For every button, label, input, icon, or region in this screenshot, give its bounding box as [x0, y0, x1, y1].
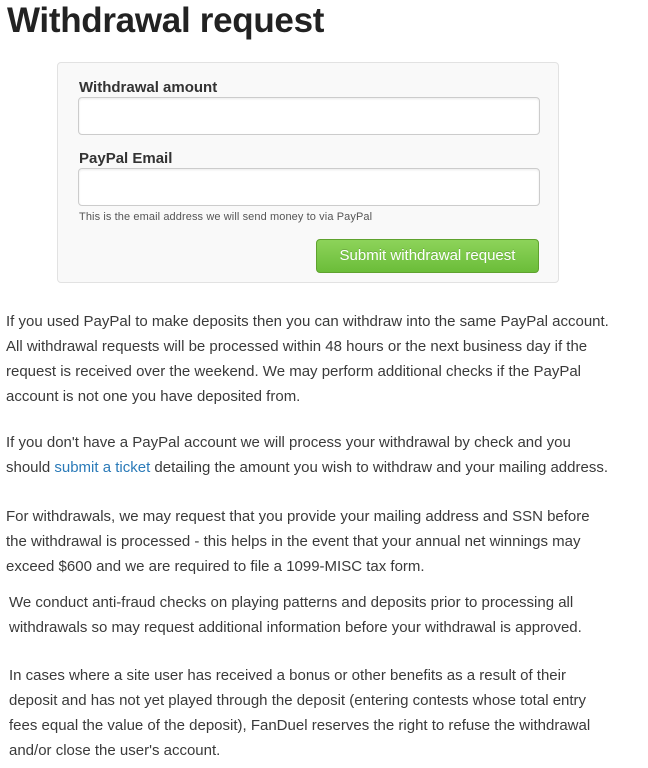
text-line: All withdrawal requests will be processed within 48 hours or the next business day if the: [6, 338, 588, 355]
withdrawal-amount-input[interactable]: [78, 97, 540, 135]
text-line: If you don't have a PayPal account we will process your withdrawal by check and you: [6, 434, 571, 451]
submit-ticket-link[interactable]: submit a ticket: [54, 459, 151, 476]
text-line: withdrawals so may request additional information before your withdrawal is approved.: [9, 619, 582, 636]
paypal-withdrawal-info: [6, 309, 646, 409]
check-withdrawal-info: [6, 430, 646, 480]
paypal-email-label: PayPal Email: [79, 150, 173, 167]
withdrawal-amount-label: Withdrawal amount: [79, 79, 218, 96]
text-line: For withdrawals, we may request that you provide your mailing address and SSN before: [6, 508, 590, 525]
text-line: In cases where a site user has received a bonus or other benefits as a result of their: [9, 667, 566, 684]
withdrawal-form: [57, 62, 559, 283]
text-line: We conduct anti-fraud checks on playing patterns and deposits prior to processing all: [9, 594, 574, 611]
text-line: fees equal the value of the deposit), FanDuel reserves the right to refuse the withdrawal: [9, 717, 591, 734]
anti-fraud-info: [9, 590, 639, 640]
text-line: deposit and has not yet played through the deposit (entering contests whose total entry: [9, 692, 587, 709]
text-line: account is not one you have deposited from.: [6, 388, 301, 405]
text-line: and/or close the user's account.: [9, 742, 221, 759]
tax-info: [6, 504, 646, 579]
paypal-email-input[interactable]: [78, 168, 540, 206]
text-line: exceed $600 and we are required to file a 1099-MISC tax form.: [6, 558, 425, 575]
bonus-policy-info: [9, 663, 639, 763]
text-line: the withdrawal is processed - this helps in the event that your annual net winnings may: [6, 533, 581, 550]
text-line: request is received over the weekend. We may perform additional checks if the PayPal: [6, 363, 582, 380]
text-segment: should: [6, 459, 55, 476]
text-segment: detailing the amount you wish to withdraw and your mailing address.: [150, 459, 608, 476]
text-line: If you used PayPal to make deposits then you can withdraw into the same PayPal account.: [6, 313, 609, 330]
paypal-email-help-text: This is the email address we will send money to via PayPal: [79, 211, 373, 223]
submit-withdrawal-button[interactable]: Submit withdrawal request: [316, 239, 539, 273]
page-title: Withdrawal request: [7, 1, 325, 40]
